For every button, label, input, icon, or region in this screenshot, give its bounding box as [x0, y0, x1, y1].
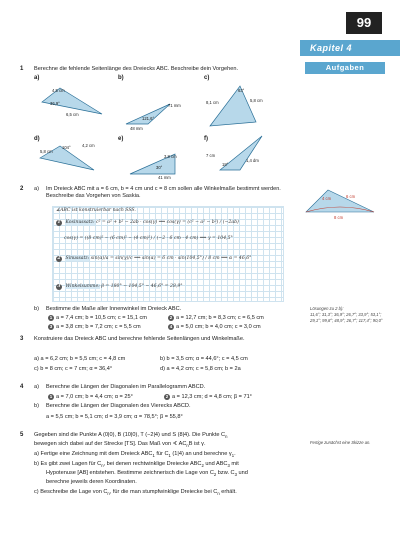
fig-d-label: d) — [34, 136, 40, 142]
task-3c: c) b = 8 cm; c = 7 cm; α = 36,4° — [34, 366, 113, 372]
fig-d-side1: 5,8 cm — [40, 149, 53, 154]
task-2b-item-4: 4 a = 5,0 cm; b = 4,0 cm; c = 3,0 cm — [169, 324, 261, 330]
triangle-b — [126, 104, 170, 124]
solutions-title: Lösungen zu 2 b): — [310, 306, 344, 311]
fig-e-side2: 41 mm — [158, 175, 171, 180]
task-5-number: 5 — [20, 432, 24, 438]
section-badge: Aufgaben — [305, 62, 385, 74]
task-4-number: 4 — [20, 384, 24, 390]
task-2a-label: a) — [34, 186, 39, 192]
task-5-hint: Fertige zunächst eine Skizze an. — [310, 440, 371, 445]
task-3-text: Konstruiere das Dreieck ABC und berechne fehlende Seitenlängen und Winkelmaße. — [34, 336, 245, 342]
task-4b-values: a = 5,5 cm; b = 5,1 cm; d = 3,9 cm; α = 78,5°; β = 55,8° — [46, 414, 183, 420]
step-3-content: β = 180° − 104,5° − 46,6° = 28,9° — [101, 284, 183, 289]
fig-d-angle: 104° — [62, 145, 71, 150]
fig-a-side1: 4,5 cm — [52, 88, 65, 93]
step-1-number: 1 — [57, 220, 61, 225]
fig-f-side2: 1,4 dm — [246, 158, 259, 163]
tri-side-c: 8 cm — [334, 215, 344, 220]
fig-e-label: e) — [118, 136, 124, 142]
task-4b-text: Berechne die Längen der Diagonalen des Vierecks ABCD. — [46, 403, 191, 409]
fig-c-label: c) — [204, 75, 210, 81]
task-4a-text: Berechne die Längen der Diagonalen im Parallelogramm ABCD. — [46, 384, 206, 390]
fig-f-angle: 18° — [222, 162, 229, 167]
task-5-line-1: Gegeben sind die Punkte A (0|0), B (10|0), T (−2|4) und S (8|4). Die Punkte $C_n$ — [34, 432, 228, 440]
step-2-number: 2 — [57, 256, 61, 261]
task-3a: a) a = 6,2 cm; b = 5,5 cm; c = 4,8 cm — [34, 356, 126, 362]
page-number: 99 — [346, 12, 382, 34]
task-5b: b) Es gibt zwei Lagen für $C_n$, bei denen rechtwinklige Dreiecke $ABC_2$ und $ABC_3$ mit — [34, 461, 239, 469]
task-5-line-2: bewegen sich dabei auf der Strecke [TS]. Das Maß von ∢ $AC_nB$ ist γ. — [34, 441, 206, 449]
fig-a-angle: 36,9° — [50, 101, 60, 106]
task-2b-item-2: 2 a = 12,7 cm; b = 8,3 cm; c = 6,5 cm — [169, 315, 264, 321]
task-3-number: 3 — [20, 336, 24, 342]
fig-b-side2: 48 mm — [130, 126, 143, 131]
fig-c-side1: 5,8 cm — [250, 98, 263, 103]
hand-step-1 — [56, 220, 278, 226]
task-5b-line-2: Hypotenuse [AB] entstehen. Bestimme zeichnerisch die Lage von $C_2$ bzw. $C_3$ und — [46, 470, 248, 478]
step-1b-content: cos(γ) = ((8 cm)² − (6 cm)² − (4 cm)²) / (−2 · 6 cm · 4 cm) ⟹ γ = 104,5° — [64, 236, 233, 241]
fig-c-angle: 63° — [238, 88, 245, 93]
step-2-content: sin(α)/a = sin(γ)/c ⟹ sin(α) = 6 cm · sin(104,5°) / 8 cm ⟹ α = 46,6° — [90, 256, 252, 261]
hand-step-1b — [64, 236, 278, 241]
chapter-label: Kapitel 4 — [300, 40, 400, 56]
fig-b-angle: 121,6° — [142, 116, 155, 121]
task-4a-label: a) — [34, 384, 39, 390]
task-2b-text: Bestimme die Maße aller Innenwinkel im Dreieck ABC. — [46, 306, 182, 312]
step-3-label: Winkelsumme: — [65, 284, 100, 289]
task-5a: a) Fertige eine Zeichnung mit dem Dreieck $ABC_1$ für $C_1$ (1|4) an und berechne $\gamma_1$. — [34, 451, 236, 459]
fig-e-side1: 3,8 cm — [164, 154, 177, 159]
step-3-number: 3 — [57, 284, 61, 289]
task-4a-item-2: 2 a = 12,3 cm; d = 4,8 cm; β = 71° — [165, 394, 252, 400]
hand-step-3 — [56, 284, 278, 290]
tri-side-b: 4 cm — [322, 196, 332, 201]
task-1-text: Berechne die fehlende Seitenlänge des Dreiecks ABC. Beschreibe dein Vorgehen. — [34, 66, 238, 72]
fig-a-label: a) — [34, 75, 40, 81]
task-2-number: 2 — [20, 186, 24, 192]
tri-side-a: 6 cm — [346, 194, 356, 199]
task-4a-item-1: 1 a = 7,0 cm; b = 4,4 cm; α = 25° — [49, 394, 133, 400]
step-1-label: Kosinussatz: — [65, 220, 95, 225]
step-1-content: c² = a² + b² − 2ab · cos(γ) ⟹ cos(γ) = (c² − a² − b²) / (−2ab) — [96, 220, 239, 225]
task-3b: b) b = 3,5 cm; α = 44,6°; c = 4,5 cm — [160, 356, 248, 362]
fig-b-label: b) — [118, 75, 124, 81]
fig-a-side2: 6,5 cm — [66, 112, 79, 117]
fig-f-label: f) — [204, 136, 208, 142]
fig-e-angle: 30° — [156, 165, 163, 170]
hand-step-2 — [56, 256, 278, 262]
task-3d: d) a = 4,2 cm; c = 5,8 cm; b = 2a — [160, 366, 241, 372]
fig-c-side2: 8,1 cm — [206, 100, 219, 105]
task-2b-item-1: 1 a = 7,4 cm; b = 10,5 cm; c = 15,1 cm — [49, 315, 147, 321]
task-1-number: 1 — [20, 66, 24, 72]
task-2-triangle — [300, 182, 380, 218]
task-2a-text: Im Dreieck ABC mit a = 6 cm, b = 4 cm und c = 8 cm sollen alle Winkelmaße bestimmt werden. Beschreibe das Vorgehen von Saskia. — [46, 186, 281, 199]
fig-b-side1: 71 mm — [168, 103, 181, 108]
step-2-label: Sinussatz: — [65, 256, 90, 261]
task-5b-line-3: berechne jeweils deren Koordinaten. — [46, 479, 137, 485]
hand-title: ∡ABC ist konstruierbar nach SSS. — [56, 208, 136, 213]
task-2b-item-3: 3 a = 3,8 cm; b = 7,2 cm; c = 5,5 cm — [49, 324, 141, 330]
fig-d-side2: 4,2 cm — [82, 143, 95, 148]
solutions-values: 11,6°; 31,3°; 36,9°; 26,7°; 33,9°; 53,1°; 29,1°; 99,8°; 48,9°; 26,7°; 117,4°; 90,0° — [310, 312, 383, 323]
fig-f-side1: 7 cm — [206, 153, 216, 158]
triangle-c — [210, 86, 256, 126]
task-4b-label: b) — [34, 403, 39, 409]
task-2b-label: b) — [34, 306, 39, 312]
task-5c: c) Beschreibe die Lage von $C_n$, für die man stumpfwinklige Dreiecke bei $C_n$ erhält. — [34, 489, 237, 497]
